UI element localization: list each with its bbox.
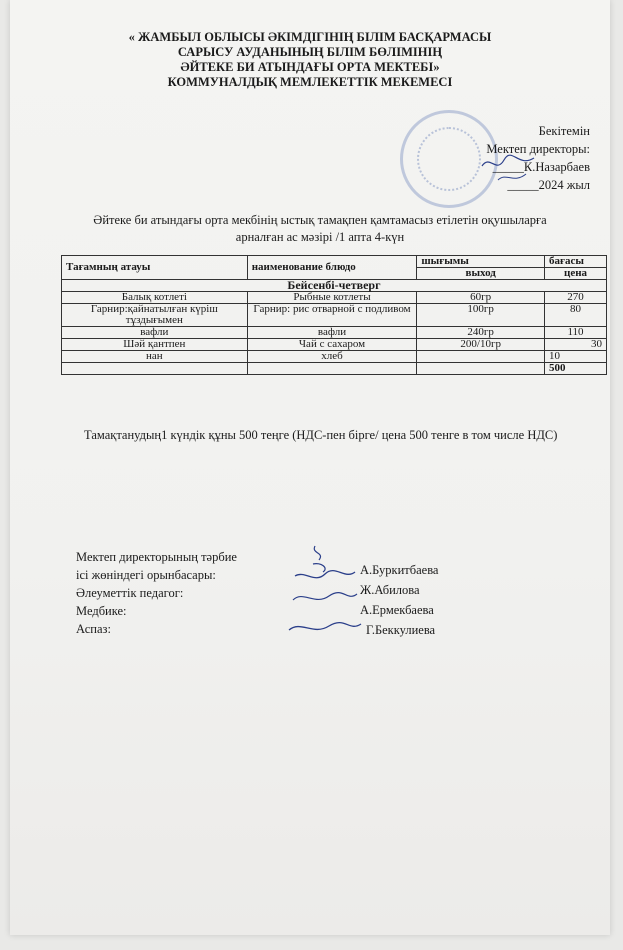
dish-price: 80 (545, 304, 607, 327)
name-cook: Г.Беккулиева (366, 623, 436, 637)
role-cook: Аспаз: (76, 622, 111, 636)
header-line-3: ӘЙТЕКЕ БИ АТЫНДАҒЫ ОРТА МЕКТЕБІ» (180, 60, 440, 74)
menu-title (90, 212, 550, 246)
total-empty-cell (417, 363, 545, 375)
total-price: 500 (545, 363, 607, 375)
total-empty-cell (62, 363, 248, 375)
header-line-2: САРЫСУ АУДАНЫНЫҢ БІЛІМ БӨЛІМІНІҢ (177, 45, 443, 59)
role-deputy-line-1: Мектеп директорының тәрбие (76, 550, 237, 564)
approve-line-4: _____2024 жыл (507, 178, 590, 192)
dish-kz: Гарнир:қайнатылған күріш тұздығымен (62, 304, 248, 327)
menu-title-line-1: Әйтеке би атындағы орта мекбінің ыстық тамақпен қамтамасыз етілетін оқушыларға (93, 213, 547, 227)
total-row (62, 363, 607, 375)
role-nurse: Медбике: (76, 604, 127, 618)
name-social-pedagogue: Ж.Абилова (360, 583, 420, 597)
day-label: Бейсенбі-четверг (62, 280, 607, 292)
table-row (62, 304, 607, 327)
staff-signatures (285, 540, 365, 650)
name-nurse: А.Ермекбаева (360, 603, 434, 617)
dish-price: 30 (545, 339, 607, 351)
header-name-kz: Тағамның атауы (62, 256, 248, 280)
dish-ru: Рыбные котлеты (247, 292, 417, 304)
dish-kz: Балық котлеті (62, 292, 248, 304)
table-row (62, 351, 607, 363)
day-row (62, 280, 607, 292)
dish-yield: 100гр (417, 304, 545, 327)
dish-yield (417, 351, 545, 363)
header-name-ru: наименование блюдо (247, 256, 417, 280)
role-social-pedagogue: Әлеуметтік педагог: (76, 586, 184, 600)
school-header (10, 30, 610, 90)
header-price-ru: цена (545, 268, 607, 280)
approve-line-3: _____К.Назарбаев (492, 160, 590, 174)
table-row (62, 292, 607, 304)
table-row (62, 327, 607, 339)
table-row (62, 339, 607, 351)
daily-price-note: Тамақтанудың1 күндік құны 500 теңге (НДС-пен бірге/ цена 500 тенге в том числе НДС) (84, 428, 558, 442)
total-empty-cell (247, 363, 417, 375)
header-line-4: КОММУНАЛДЫҚ МЕМЛЕКЕТТІК МЕКЕМЕСІ (167, 75, 453, 89)
dish-ru: вафли (247, 327, 417, 339)
dish-ru: Чай с сахаром (247, 339, 417, 351)
dish-kz: вафли (62, 327, 248, 339)
dish-yield: 200/10гр (417, 339, 545, 351)
dish-kz: Шәй қантпен (62, 339, 248, 351)
approve-line-2: Мектеп директоры: (486, 142, 590, 156)
staff-roles (76, 548, 237, 638)
dish-yield: 240гр (417, 327, 545, 339)
dish-ru: хлеб (247, 351, 417, 363)
dish-price: 10 (545, 351, 607, 363)
dish-price: 270 (545, 292, 607, 304)
dish-price: 110 (545, 327, 607, 339)
dish-ru: Гарнир: рис отварной с подливом (247, 304, 417, 327)
dish-kz: нан (62, 351, 248, 363)
header-line-1: « ЖАМБЫЛ ОБЛЫСЫ ӘКІМДІГІНІҢ БІЛІМ БАСҚАРМАСЫ (128, 30, 492, 44)
table-header-row (62, 256, 607, 268)
dish-yield: 60гр (417, 292, 545, 304)
header-yield-ru: выход (417, 268, 545, 280)
header-yield-kz: шығымы (417, 256, 545, 268)
role-deputy-line-2: ісі жөніндегі орынбасары: (76, 568, 216, 582)
menu-table (61, 255, 607, 375)
staff-names (360, 560, 439, 640)
header-price-kz: бағасы (545, 256, 607, 268)
approve-line-1: Бекітемін (538, 124, 590, 138)
menu-title-line-2: арналған ас мәзірі /1 апта 4-күн (235, 230, 405, 244)
director-signature (478, 146, 538, 186)
name-deputy: А.Буркитбаева (360, 563, 439, 577)
document-page (10, 0, 610, 935)
